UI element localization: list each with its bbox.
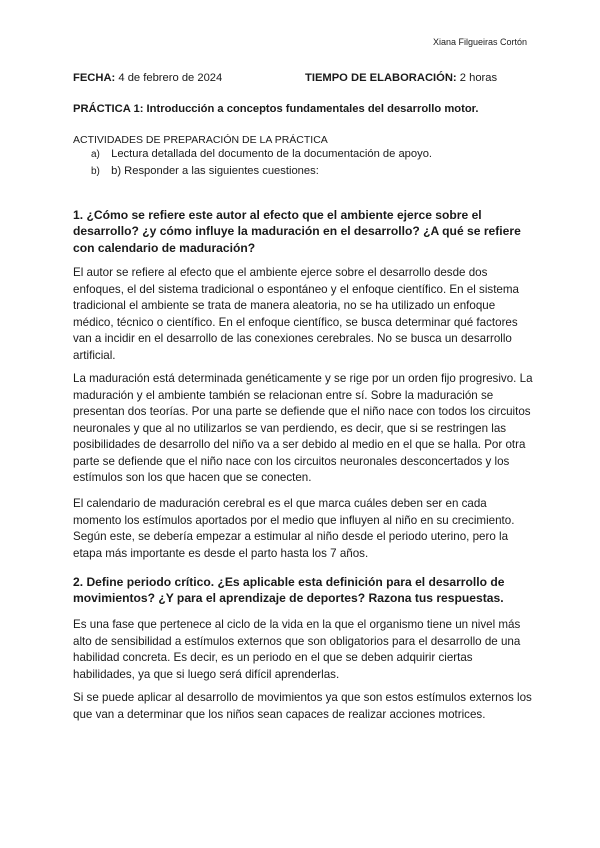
author-name: Xiana Filgueiras Cortón: [432, 37, 527, 47]
question-1: 1. ¿Cómo se refiere este autor al efecto que el ambiente ejerce sobre el desarrollo? ¿y cómo influye la maduración en el desarrollo? ¿A qué se refiere con calendario de maduración?: [73, 208, 521, 255]
activity-text: Lectura detallada del documento de la documentación de apoyo.: [111, 148, 433, 160]
activity-text: b) Responder a las siguientes cuestiones:: [111, 165, 319, 177]
activities-heading: ACTIVIDADES DE PREPARACIÓN DE LA PRÁCTICA: [73, 134, 328, 146]
time-value: 2 horas: [459, 72, 498, 84]
answer-1-paragraph-2: La maduración está determinada genéticamente y se rige por un orden fijo progresivo. La maduración y el ambiente también se relacionan entre sí. Sobre la maduración se presentan dos teorías. Por una parte se defiende que el niño nace con todos los circuitos neuronales y que al no utilizarlos se van perdiendo, es decir, que si se restringen las posibilidades de desarrollo del niño va a ser debido al medio en el que se halla. Por otra parte se defiende que el niño nace con los circuitos neuronales desconcertados y los estímulos son los que hacen que se conecten.: [73, 372, 533, 484]
date-field: [73, 72, 222, 84]
date-label: FECHA:: [73, 72, 116, 84]
time-field: [305, 72, 497, 84]
list-marker: a): [91, 149, 100, 160]
activity-item-b: [91, 165, 319, 177]
time-label: TIEMPO DE ELABORACIÓN:: [305, 72, 457, 84]
answer-1-paragraph-1: El autor se refiere al efecto que el ambiente ejerce sobre el desarrollo desde dos enfoques, el del sistema tradicional o espontáneo y el enfoque científico. En el sistema tradicional el ambiente se trata de manera aleatoria, no se ha utilizado un enfoque médico, técnico o científico. En el enfoque científico, se busca determinar qué factores van a incidir en el desarrollo de las conexiones cerebrales. No se busca un desarrollo artificial.: [73, 266, 519, 362]
activity-item-a: [91, 148, 432, 160]
answer-2-paragraph-2: Si se puede aplicar al desarrollo de movimientos ya que son estos estímulos externos los que van a determinar que los niños sean capaces de realizar acciones motrices.: [73, 691, 532, 721]
answer-2-paragraph-1: Es una fase que pertenece al ciclo de la vida en la que el organismo tiene un nivel más alto de sensibilidad a estímulos externos que son obligatorios para el desarrollo de una habilidad concreta. Es decir, es un periodo en el que se deben adquirir ciertas habilidades, ya que si luego será difícil aprenderlas.: [73, 618, 521, 681]
practice-title: PRÁCTICA 1: Introducción a conceptos fundamentales del desarrollo motor.: [73, 103, 479, 115]
answer-1-paragraph-3: El calendario de maduración cerebral es el que marca cuáles deben ser en cada momento los estímulos aportados por el medio que influyen al niño en su crecimiento. Según este, se debería empezar a estimular al niño desde el periodo uterino, pero la etapa más importante es desde el parto hasta los 7 años.: [73, 497, 515, 560]
list-marker: b): [91, 166, 100, 177]
date-value: 4 de febrero de 2024: [118, 72, 223, 84]
question-2: 2. Define periodo crítico. ¿Es aplicable esta definición para el desarrollo de movimientos? ¿Y para el aprendizaje de deportes? Razona tus respuestas.: [73, 575, 505, 606]
